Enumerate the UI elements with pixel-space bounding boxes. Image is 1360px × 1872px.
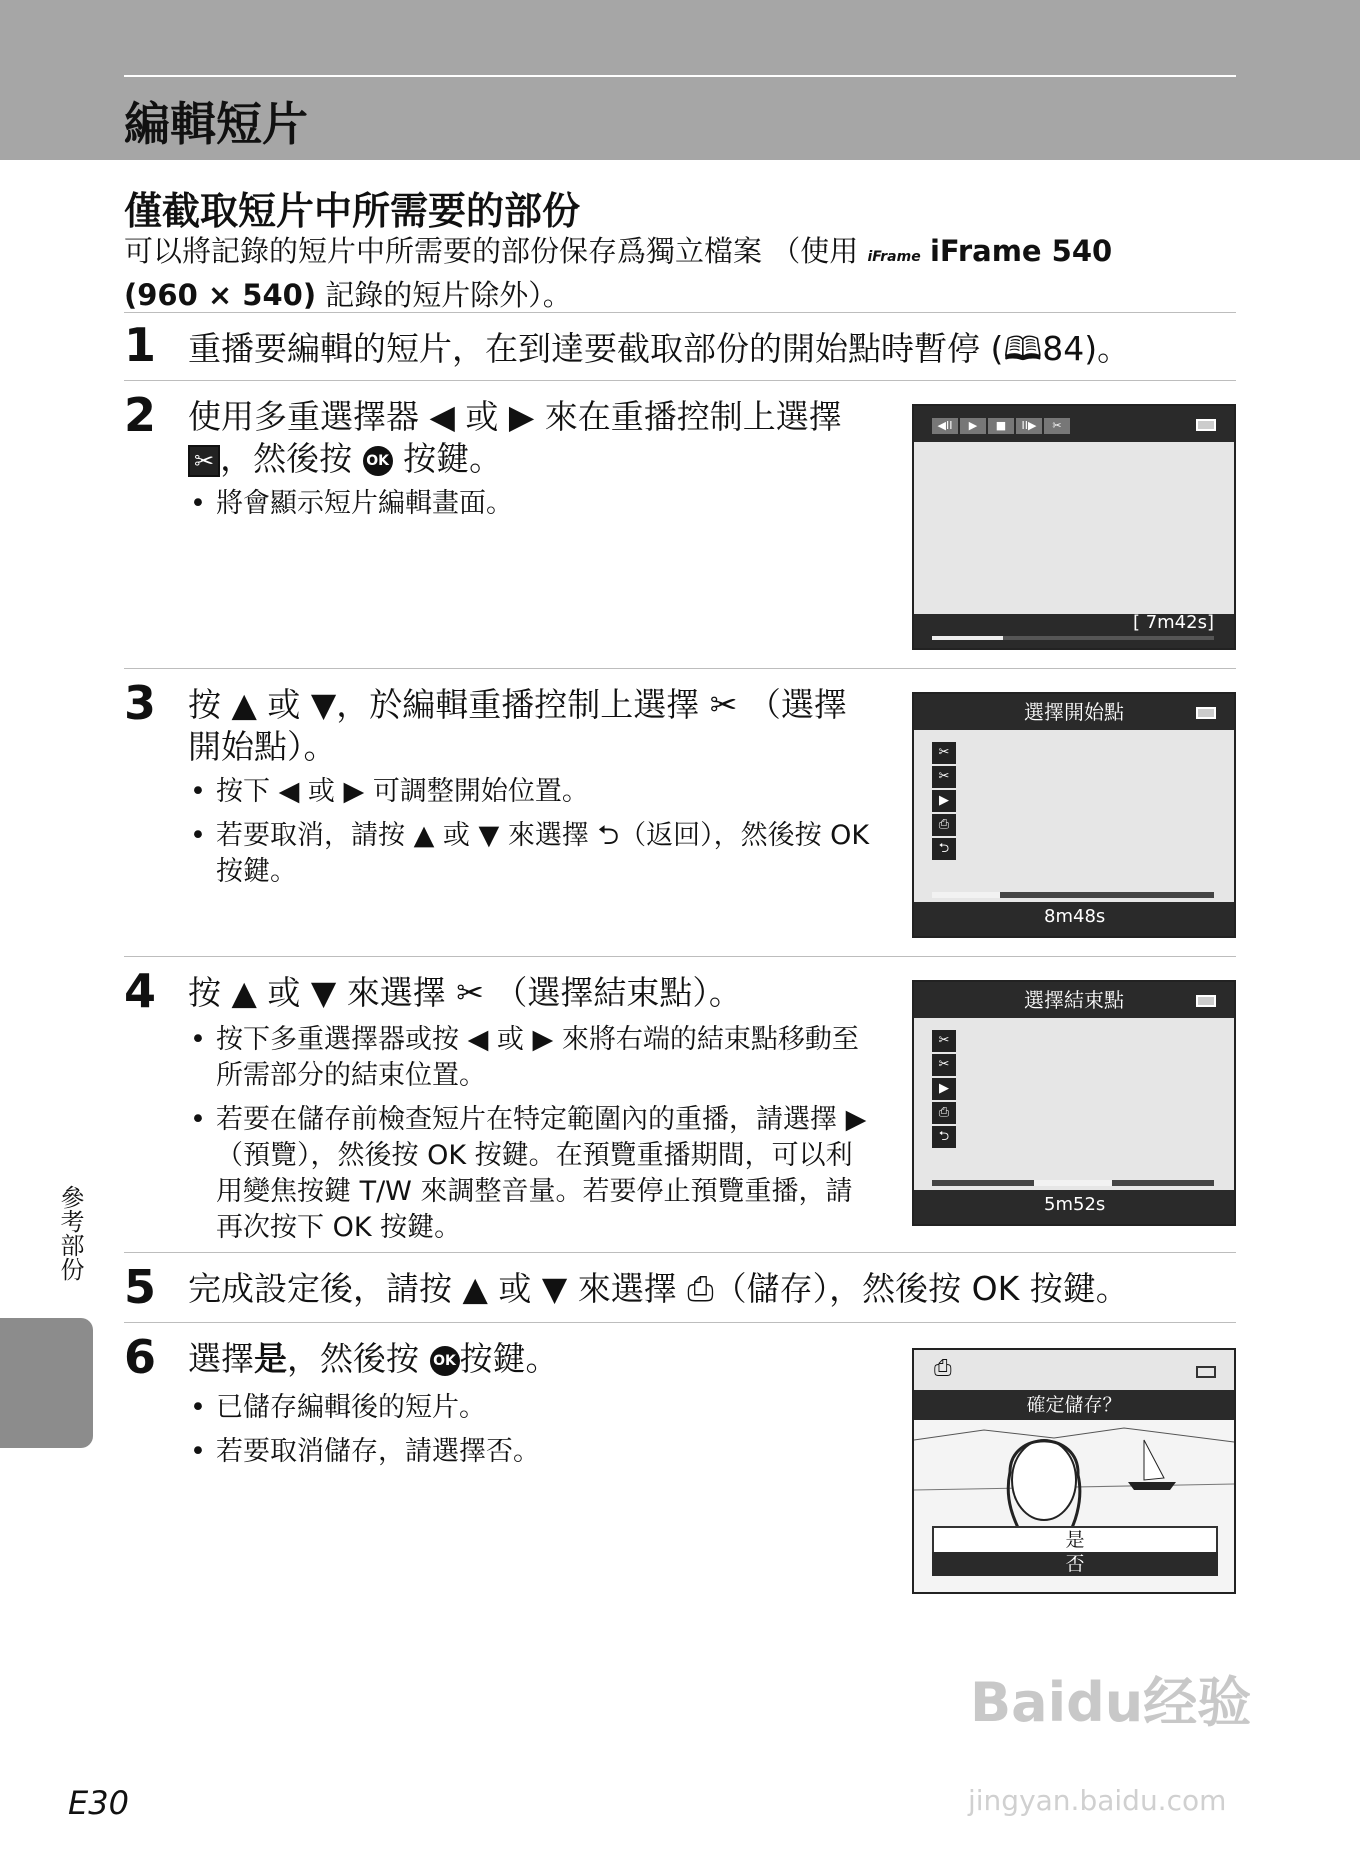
step-4-a: 按 ▲ 或 ▼ 來選擇 — [188, 973, 446, 1012]
step-3-bullets — [188, 774, 878, 898]
bullet: • 若要在儲存前檢查短片在特定範圍內的重播，請選擇 ▶（預覽），然後按 OK 按鍵。在預覽重播期間，可以利用變焦按鍵 T/W 來調整音量。若要停止預覽重播，請再次按下 OK 按鍵。 — [188, 1102, 878, 1246]
clip-duration: 8m48s — [1044, 906, 1106, 927]
dialog-title: 確定儲存？ — [914, 1390, 1234, 1420]
book-icon: 🕮 — [1003, 329, 1043, 368]
watermark-logo: Baidu经验 — [970, 1671, 1252, 1734]
intro-line1: 可以將記錄的短片中所需要的部份保存爲獨立檔案 （使用 — [124, 234, 859, 268]
scissors-icon: ✂ — [1044, 418, 1070, 434]
camera-screen-end-point — [912, 980, 1236, 1226]
watermark-url: jingyan.baidu.com — [968, 1784, 1227, 1817]
play-icon: ▶ — [960, 418, 986, 434]
back-icon: ⮌ — [932, 1126, 956, 1148]
step-4-b: （選擇結束點）。 — [494, 973, 742, 1012]
ok-button-icon: OK — [430, 1346, 460, 1376]
forward-icon: II▶ — [1016, 418, 1042, 434]
preview-icon: ▶ — [932, 790, 956, 812]
camera-screen-start-point — [912, 692, 1236, 938]
save-icon: ⎙ — [934, 1356, 952, 1381]
divider — [124, 312, 1236, 313]
progress-track — [932, 636, 1214, 640]
start-point-icon: ✂ — [932, 1030, 956, 1052]
step-5-text: 完成設定後，請按 ▲ 或 ▼ 來選擇 ⎙（儲存），然後按 OK 按鍵。 — [188, 1269, 1129, 1308]
intro-bold1: iFrame 540 — [929, 234, 1113, 268]
bullet: • 若要取消儲存，請選擇否。 — [188, 1434, 878, 1470]
step-2-a: 使用多重選擇器 ◀ 或 ▶ 來在重播控制上選擇 — [188, 397, 842, 436]
bullet: • 將會顯示短片編輯畫面。 — [188, 486, 878, 522]
step-6-a: 選擇 — [188, 1339, 254, 1378]
header-rule — [124, 75, 1236, 77]
bullet: • 按下多重選擇器或按 ◀ 或 ▶ 來將右端的結束點移動至所需部分的結束位置。 — [188, 1022, 878, 1094]
step-6-bold: 是 — [254, 1339, 287, 1378]
divider — [124, 1322, 1236, 1323]
step-6-text — [188, 1338, 878, 1380]
yes-option[interactable]: 是 — [932, 1526, 1218, 1554]
bullet: • 已儲存編輯後的短片。 — [188, 1390, 878, 1426]
step-6-b: ，然後按 — [287, 1339, 419, 1378]
screen-title: 選擇開始點 — [914, 694, 1234, 730]
page-number: E30 — [68, 1784, 129, 1822]
section-title: 僅截取短片中所需要的部份 — [124, 189, 581, 233]
step-6-number: 6 — [124, 1330, 157, 1384]
camera-screen-confirm — [912, 1348, 1236, 1594]
step-3-b: （選擇開始點）。 — [188, 685, 847, 766]
back-icon: ⮌ — [932, 838, 956, 860]
timeline-selection — [1034, 1180, 1113, 1186]
page-title: 編輯短片 — [124, 97, 308, 151]
save-icon: ⎙ — [932, 814, 956, 836]
step-4-bullets — [188, 1022, 878, 1254]
screen-bottom-bar — [914, 1190, 1234, 1224]
step-2-b: ，然後按 — [220, 439, 353, 478]
battery-icon — [1196, 707, 1216, 719]
screen-bottom-bar — [914, 614, 1234, 648]
bullet: • 若要取消，請按 ▲ 或 ▼ 來選擇 ⮌（返回），然後按 OK 按鍵。 — [188, 818, 878, 890]
ok-button-icon: OK — [363, 446, 393, 476]
divider — [124, 668, 1236, 669]
scissors-icon: ✂ — [188, 445, 220, 477]
step-3-a: 按 ▲ 或 ▼，於編輯重播控制上選擇 — [188, 685, 700, 724]
step-1-ref: 84)。 — [1042, 329, 1131, 368]
step-4-number: 4 — [124, 964, 157, 1018]
intro-bold2: (960 × 540) — [124, 278, 317, 312]
step-2-text — [188, 396, 878, 480]
progress-fill — [932, 636, 1003, 640]
iframe-icon: iFrame — [867, 249, 921, 265]
no-option[interactable]: 否 — [932, 1552, 1218, 1576]
step-1-number: 1 — [124, 318, 157, 372]
timeline-bar — [932, 892, 1214, 898]
battery-icon — [1196, 419, 1216, 431]
playback-controls — [932, 418, 1070, 434]
section-tab — [0, 1318, 93, 1448]
edit-icon-column — [932, 1030, 956, 1148]
preview-icon: ▶ — [932, 1078, 956, 1100]
save-icon: ⎙ — [932, 1102, 956, 1124]
timeline-selection — [932, 892, 1000, 898]
screen-top-area — [914, 1350, 1234, 1390]
edit-icon-column — [932, 742, 956, 860]
step-2-number: 2 — [124, 388, 157, 442]
step-5-number: 5 — [124, 1260, 157, 1314]
battery-icon — [1196, 995, 1216, 1007]
step-2-c: 按鍵。 — [403, 439, 503, 478]
stop-icon: ■ — [988, 418, 1014, 434]
clip-duration: 5m52s — [1044, 1194, 1106, 1215]
screen-bottom-bar — [914, 902, 1234, 936]
camera-screen-playback — [912, 404, 1236, 650]
step-4-text — [188, 972, 878, 1014]
end-point-icon: ✂ — [932, 1054, 956, 1076]
step-1-main: 重播要編輯的短片，在到達要截取部份的開始點時暫停 ( — [188, 329, 1004, 368]
screen-title: 選擇結束點 — [914, 982, 1234, 1018]
intro-line2: 記錄的短片除外）。 — [325, 278, 572, 312]
battery-icon — [1196, 1366, 1216, 1378]
step-6-bullets — [188, 1390, 878, 1478]
end-point-icon: ✂ — [932, 766, 956, 788]
divider — [124, 380, 1236, 381]
step-3-number: 3 — [124, 676, 157, 730]
bullet: • 按下 ◀ 或 ▶ 可調整開始位置。 — [188, 774, 878, 810]
step-6-c: 按鍵。 — [459, 1339, 559, 1378]
divider — [124, 956, 1236, 957]
rewind-icon: ◀II — [932, 418, 958, 434]
end-point-icon: ✂ — [456, 973, 484, 1012]
start-point-icon: ✂ — [932, 742, 956, 764]
timeline-bar — [932, 1180, 1214, 1186]
section-side-label: 參考部份 — [56, 1185, 84, 1281]
intro-paragraph — [124, 232, 1244, 314]
step-1-text — [188, 328, 1248, 370]
step-2-bullets — [188, 486, 878, 530]
divider — [124, 1252, 1236, 1253]
step-3-text — [188, 684, 878, 768]
remaining-time: [ 7m42s] — [1132, 612, 1214, 633]
screen-top-bar — [914, 406, 1234, 442]
start-point-icon: ✂ — [709, 685, 738, 724]
